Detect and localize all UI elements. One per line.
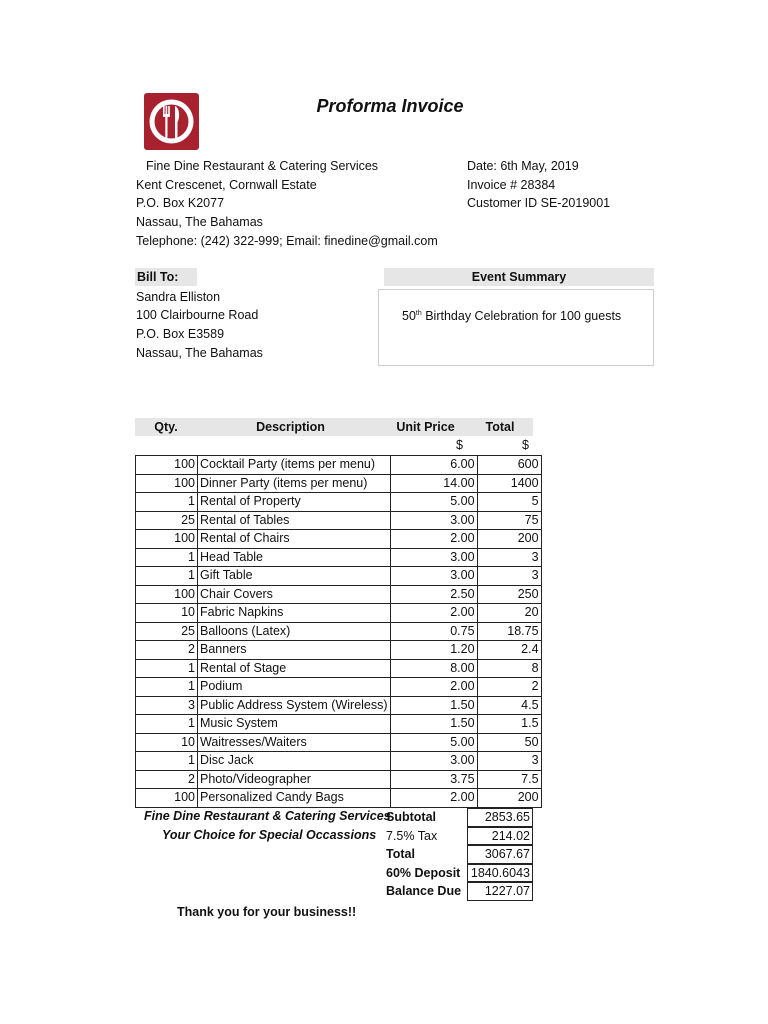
event-summary-text <box>402 305 621 326</box>
row-qty: 1 <box>136 493 198 512</box>
row-unit-price: 14.00 <box>390 474 477 493</box>
header-qty: Qty. <box>135 418 197 436</box>
row-qty: 25 <box>136 622 198 641</box>
items-table <box>135 455 542 808</box>
row-unit-price: 3.00 <box>390 548 477 567</box>
row-description: Podium <box>198 678 391 697</box>
row-qty: 100 <box>136 456 198 475</box>
summary-label: 60% Deposit <box>386 865 461 880</box>
header-description: Description <box>197 418 384 436</box>
row-description: Rental of Property <box>198 493 391 512</box>
company-address-2: P.O. Box K2077 <box>136 196 225 210</box>
row-total: 7.5 <box>477 770 541 789</box>
row-description: Music System <box>198 715 391 734</box>
header-unit-price: Unit Price <box>384 418 467 436</box>
tagline-line-2: Your Choice for Special Occassions <box>162 828 377 842</box>
row-description: Personalized Candy Bags <box>198 789 391 808</box>
row-qty: 1 <box>136 715 198 734</box>
row-unit-price: 2.00 <box>390 678 477 697</box>
bill-to-address-1: 100 Clairbourne Road <box>136 308 259 322</box>
row-qty: 100 <box>136 789 198 808</box>
items-table-body <box>136 456 542 808</box>
table-row <box>136 622 542 641</box>
row-total: 3 <box>477 752 541 771</box>
row-unit-price: 3.00 <box>390 567 477 586</box>
row-description: Banners <box>198 641 391 660</box>
row-unit-price: 1.50 <box>390 696 477 715</box>
row-qty: 10 <box>136 604 198 623</box>
event-ordinal: 50 <box>402 309 416 324</box>
row-total: 2 <box>477 678 541 697</box>
row-description: Cocktail Party (items per menu) <box>198 456 391 475</box>
row-qty: 1 <box>136 678 198 697</box>
row-qty: 1 <box>136 659 198 678</box>
row-unit-price: 1.50 <box>390 715 477 734</box>
row-total: 4.5 <box>477 696 541 715</box>
row-description: Fabric Napkins <box>198 604 391 623</box>
row-total: 200 <box>477 789 541 808</box>
table-row <box>136 548 542 567</box>
row-total: 5 <box>477 493 541 512</box>
row-qty: 1 <box>136 567 198 586</box>
table-row <box>136 678 542 697</box>
bill-to-address-2: P.O. Box E3589 <box>136 327 225 341</box>
summary-value: 1227.07 <box>467 882 533 901</box>
row-description: Gift Table <box>198 567 391 586</box>
table-row <box>136 770 542 789</box>
company-address-3: Nassau, The Bahamas <box>136 215 263 229</box>
invoice-number: Invoice # 28384 <box>467 178 556 192</box>
row-description: Rental of Tables <box>198 511 391 530</box>
summary-label: Subtotal <box>386 810 436 824</box>
row-total: 50 <box>477 733 541 752</box>
row-total: 8 <box>477 659 541 678</box>
row-total: 1400 <box>477 474 541 493</box>
row-unit-price: 3.00 <box>390 511 477 530</box>
row-unit-price: 2.00 <box>390 530 477 549</box>
summary-value: 214.02 <box>467 827 533 846</box>
summary-value: 2853.65 <box>467 808 533 827</box>
row-description: Balloons (Latex) <box>198 622 391 641</box>
customer-id: Customer ID SE-2019001 <box>467 196 611 210</box>
row-unit-price: 0.75 <box>390 622 477 641</box>
row-total: 18.75 <box>477 622 541 641</box>
row-description: Public Address System (Wireless) <box>198 696 391 715</box>
bill-to-address-3: Nassau, The Bahamas <box>136 346 263 360</box>
company-address-1: Kent Crescenet, Cornwall Estate <box>136 178 317 192</box>
row-description: Chair Covers <box>198 585 391 604</box>
row-unit-price: 8.00 <box>390 659 477 678</box>
restaurant-logo <box>144 93 199 150</box>
event-summary-label: Event Summary <box>384 268 654 286</box>
row-description: Dinner Party (items per menu) <box>198 474 391 493</box>
row-description: Photo/Videographer <box>198 770 391 789</box>
table-row <box>136 641 542 660</box>
row-total: 600 <box>477 456 541 475</box>
row-unit-price: 3.75 <box>390 770 477 789</box>
invoice-date: Date: 6th May, 2019 <box>467 159 579 173</box>
company-contact: Telephone: (242) 322-999; Email: finedine@gmail.com <box>136 234 438 248</box>
row-total: 250 <box>477 585 541 604</box>
row-unit-price: 5.00 <box>390 733 477 752</box>
row-total: 20 <box>477 604 541 623</box>
row-total: 3 <box>477 567 541 586</box>
row-total: 3 <box>477 548 541 567</box>
row-unit-price: 5.00 <box>390 493 477 512</box>
table-row <box>136 585 542 604</box>
table-row <box>136 511 542 530</box>
row-total: 1.5 <box>477 715 541 734</box>
row-qty: 10 <box>136 733 198 752</box>
event-summary-box <box>378 289 654 366</box>
table-row <box>136 789 542 808</box>
bill-to-name: Sandra Elliston <box>136 290 221 304</box>
row-description: Rental of Stage <box>198 659 391 678</box>
summary-value: 3067.67 <box>467 845 533 864</box>
summary-label: Total <box>386 847 415 862</box>
row-qty: 1 <box>136 752 198 771</box>
table-row <box>136 530 542 549</box>
table-row <box>136 567 542 586</box>
row-unit-price: 2.00 <box>390 604 477 623</box>
row-qty: 2 <box>136 770 198 789</box>
event-ordinal-suffix: th <box>415 310 422 317</box>
row-qty: 100 <box>136 585 198 604</box>
row-description: Disc Jack <box>198 752 391 771</box>
row-qty: 25 <box>136 511 198 530</box>
row-total: 200 <box>477 530 541 549</box>
footer-thanks: Thank you for your business!! <box>177 905 357 919</box>
bill-to-label: Bill To: <box>135 268 197 286</box>
tagline-line-1: Fine Dine Restaurant & Catering Services <box>144 809 391 823</box>
company-name: Fine Dine Restaurant & Catering Services <box>146 159 379 173</box>
table-row <box>136 474 542 493</box>
header-total: Total <box>467 418 533 436</box>
table-row <box>136 604 542 623</box>
row-qty: 1 <box>136 548 198 567</box>
fork-knife-icon <box>144 93 199 150</box>
row-total: 2.4 <box>477 641 541 660</box>
row-unit-price: 2.00 <box>390 789 477 808</box>
currency-total: $ <box>522 438 529 452</box>
currency-unit-price: $ <box>456 438 463 452</box>
row-qty: 100 <box>136 474 198 493</box>
page-title: Proforma Invoice <box>316 96 464 116</box>
table-row <box>136 659 542 678</box>
table-row <box>136 733 542 752</box>
row-unit-price: 2.50 <box>390 585 477 604</box>
row-unit-price: 3.00 <box>390 752 477 771</box>
summary-value: 1840.6043 <box>467 864 533 883</box>
row-qty: 3 <box>136 696 198 715</box>
table-row <box>136 715 542 734</box>
table-row <box>136 752 542 771</box>
row-description: Waitresses/Waiters <box>198 733 391 752</box>
table-row <box>136 696 542 715</box>
row-description: Rental of Chairs <box>198 530 391 549</box>
row-description: Head Table <box>198 548 391 567</box>
table-row <box>136 456 542 475</box>
row-unit-price: 6.00 <box>390 456 477 475</box>
row-total: 75 <box>477 511 541 530</box>
summary-label: 7.5% Tax <box>386 828 438 843</box>
row-qty: 100 <box>136 530 198 549</box>
row-qty: 2 <box>136 641 198 660</box>
table-row <box>136 493 542 512</box>
row-unit-price: 1.20 <box>390 641 477 660</box>
summary-label: Balance Due <box>386 884 462 899</box>
event-description: Birthday Celebration for 100 guests <box>421 309 622 324</box>
